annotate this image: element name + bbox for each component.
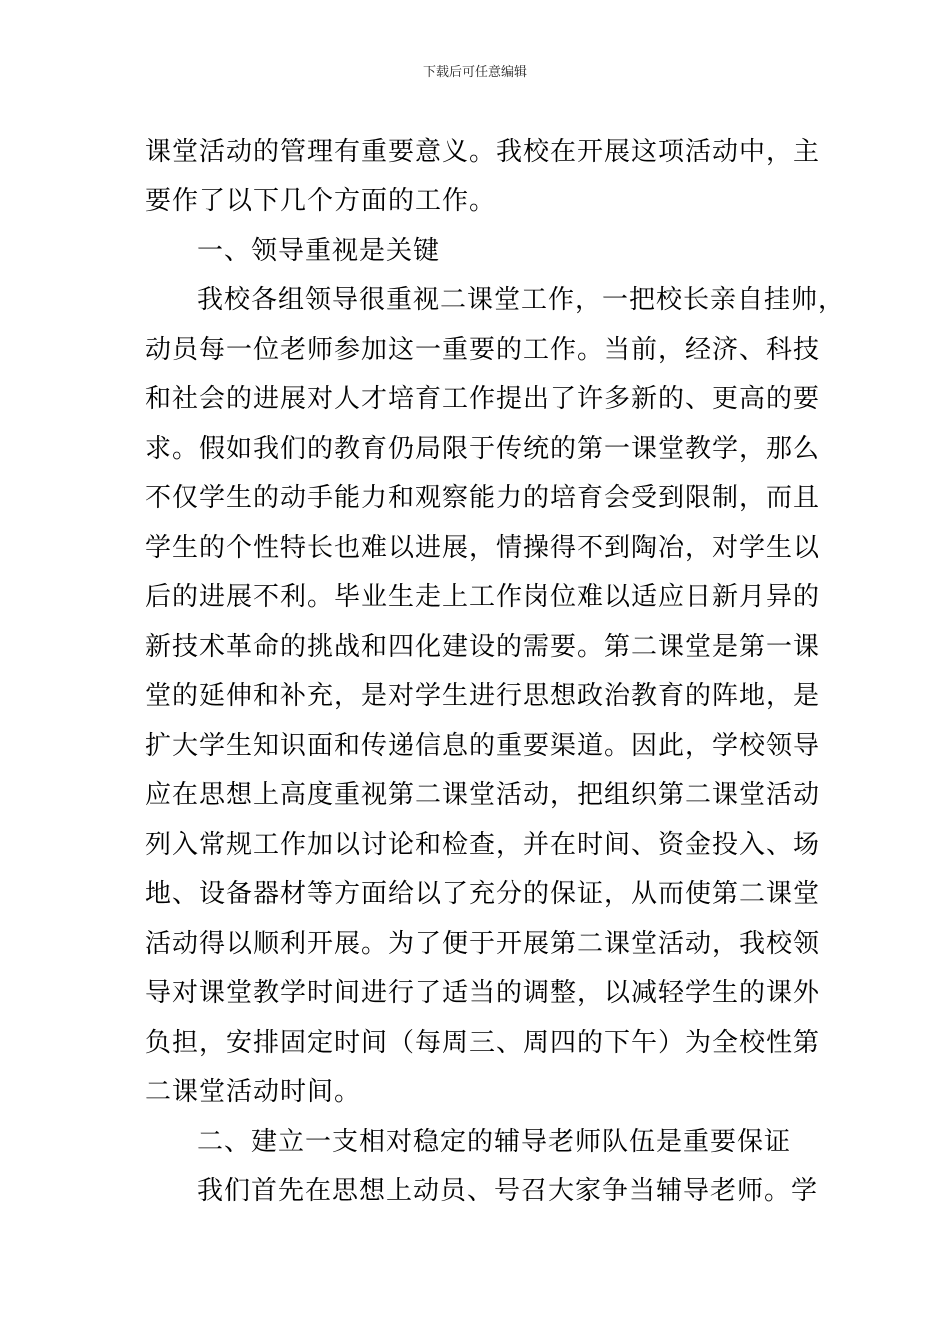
paragraph-line: 新技术革命的挑战和四化建设的需要。第二课堂是第一课: [145, 632, 821, 662]
section-heading: 一、领导重视是关键: [197, 236, 441, 266]
paragraph-line: 我校各组领导很重视二课堂工作，一把校长亲自挂帅，: [197, 285, 846, 315]
paragraph-line: 负担，安排固定时间（每周三、周四的下午）为全校性第: [145, 1028, 821, 1058]
paragraph-line: 二课堂活动时间。: [145, 1077, 362, 1107]
paragraph-line: 动员每一位老师参加这一重要的工作。当前，经济、科技: [145, 335, 821, 365]
paragraph-line: 活动得以顺利开展。为了便于开展第二课堂活动，我校领: [145, 929, 821, 959]
paragraph-line: 要作了以下几个方面的工作。: [145, 186, 497, 216]
page-header: 下载后可任意编辑: [422, 65, 527, 80]
paragraph-line: 求。假如我们的教育仍局限于传统的第一课堂教学，那么: [145, 434, 821, 464]
paragraph-line: 堂的延伸和补充，是对学生进行思想政治教育的阵地，是: [145, 681, 821, 711]
paragraph-line: 课堂活动的管理有重要意义。我校在开展这项活动中，主: [145, 137, 821, 167]
paragraph-line: 我们首先在思想上动员、号召大家争当辅导老师。学: [197, 1176, 819, 1206]
paragraph-line: 和社会的进展对人才培育工作提出了许多新的、更高的要: [145, 384, 821, 414]
paragraph-line: 学生的个性特长也难以进展，情操得不到陶冶，对学生以: [145, 533, 821, 563]
paragraph-line: 不仅学生的动手能力和观察能力的培育会受到限制，而且: [145, 483, 821, 513]
paragraph-line: 应在思想上高度重视第二课堂活动，把组织第二课堂活动: [145, 780, 821, 810]
paragraph-line: 扩大学生知识面和传递信息的重要渠道。因此，学校领导: [145, 731, 821, 761]
paragraph-line: 后的进展不利。毕业生走上工作岗位难以适应日新月异的: [145, 582, 821, 612]
paragraph-line: 列入常规工作加以讨论和检查，并在时间、资金投入、场: [145, 830, 821, 860]
paragraph-line: 导对课堂教学时间进行了适当的调整，以减轻学生的课外: [145, 978, 821, 1008]
paragraph-line: 地、设备器材等方面给以了充分的保证，从而使第二课堂: [145, 879, 821, 909]
section-heading: 二、建立一支相对稳定的辅导老师队伍是重要保证: [197, 1127, 792, 1157]
